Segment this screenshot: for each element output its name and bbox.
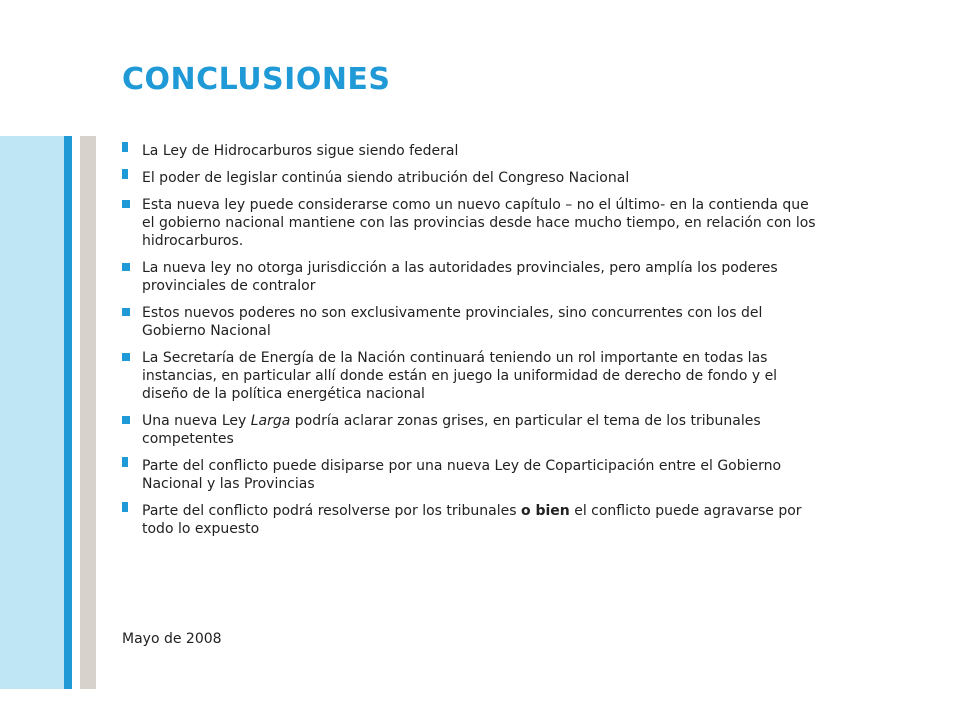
bullet-marker-icon [122, 169, 128, 179]
bullet-text-line: competentes [142, 431, 234, 447]
decorative-gray-bar [80, 136, 96, 689]
bullet-text-line: instancias, en particular allí donde están en juego la uniformidad de derecho de fondo y el [142, 368, 778, 384]
list-item [122, 349, 922, 403]
slide-footer-date: Mayo de 2008 [122, 631, 222, 647]
list-item [122, 502, 922, 538]
bullet-text-segment: podría aclarar zonas grises, en particular el tema de los tribunales [290, 413, 761, 429]
decorative-gap [72, 136, 80, 689]
bullet-text-line: Estos nuevos poderes no son exclusivamente provinciales, sino concurrentes con los del [142, 305, 763, 321]
bullet-text-line: todo lo expuesto [142, 521, 260, 537]
decorative-blue-bar [64, 136, 72, 689]
bullet-marker-icon [122, 308, 130, 316]
bullet-text-line: La Secretaría de Energía de la Nación continuará teniendo un rol importante en todas las [142, 350, 768, 366]
bullet-list [122, 142, 922, 547]
bullet-text-line: Esta nueva ley puede considerarse como un nuevo capítulo – no el último- en la contienda que [142, 197, 809, 213]
list-item [122, 259, 922, 295]
bullet-marker-icon [122, 200, 130, 208]
bullet-text-segment: el conflicto puede agravarse por [569, 503, 802, 519]
list-item [122, 142, 922, 160]
bullet-marker-icon [122, 142, 128, 152]
bullet-marker-icon [122, 502, 128, 512]
bullet-text-segment: Parte del conflicto podrá resolverse por los tribunales [142, 503, 521, 519]
list-item [122, 169, 922, 187]
bullet-marker-icon [122, 263, 130, 271]
decorative-light-blue-bar [0, 136, 64, 689]
list-item [122, 304, 922, 340]
slide-title: CONCLUSIONES [122, 62, 391, 97]
list-item [122, 412, 922, 448]
bullet-marker-icon [122, 416, 130, 424]
bullet-text-line: provinciales de contralor [142, 278, 316, 294]
bullet-text-strong: o bien [520, 503, 570, 519]
bullet-text-emphasis: Larga [250, 413, 291, 429]
list-item [122, 457, 922, 493]
bullet-text-segment: Una nueva Ley [142, 413, 251, 429]
bullet-text-line: hidrocarburos. [142, 233, 244, 249]
bullet-marker-icon [122, 457, 128, 467]
bullet-text-line: Gobierno Nacional [142, 323, 271, 339]
list-item [122, 196, 922, 250]
bullet-text-line: Parte del conflicto puede disiparse por una nueva Ley de Coparticipación entre el Gobierno [142, 458, 782, 474]
bullet-text-line [142, 412, 922, 430]
bullet-text-line: La Ley de Hidrocarburos sigue siendo federal [142, 143, 459, 159]
bullet-text-line: Nacional y las Provincias [142, 476, 315, 492]
bullet-text-line: el gobierno nacional mantiene con las provincias desde hace mucho tiempo, en relación con los [142, 215, 816, 231]
bullet-marker-icon [122, 353, 130, 361]
bullet-text-line [142, 502, 922, 520]
bullet-text-line: diseño de la política energética nacional [142, 386, 425, 402]
bullet-text-line: El poder de legislar continúa siendo atribución del Congreso Nacional [142, 170, 630, 186]
bullet-text-line: La nueva ley no otorga jurisdicción a las autoridades provinciales, pero amplía los poderes [142, 260, 778, 276]
